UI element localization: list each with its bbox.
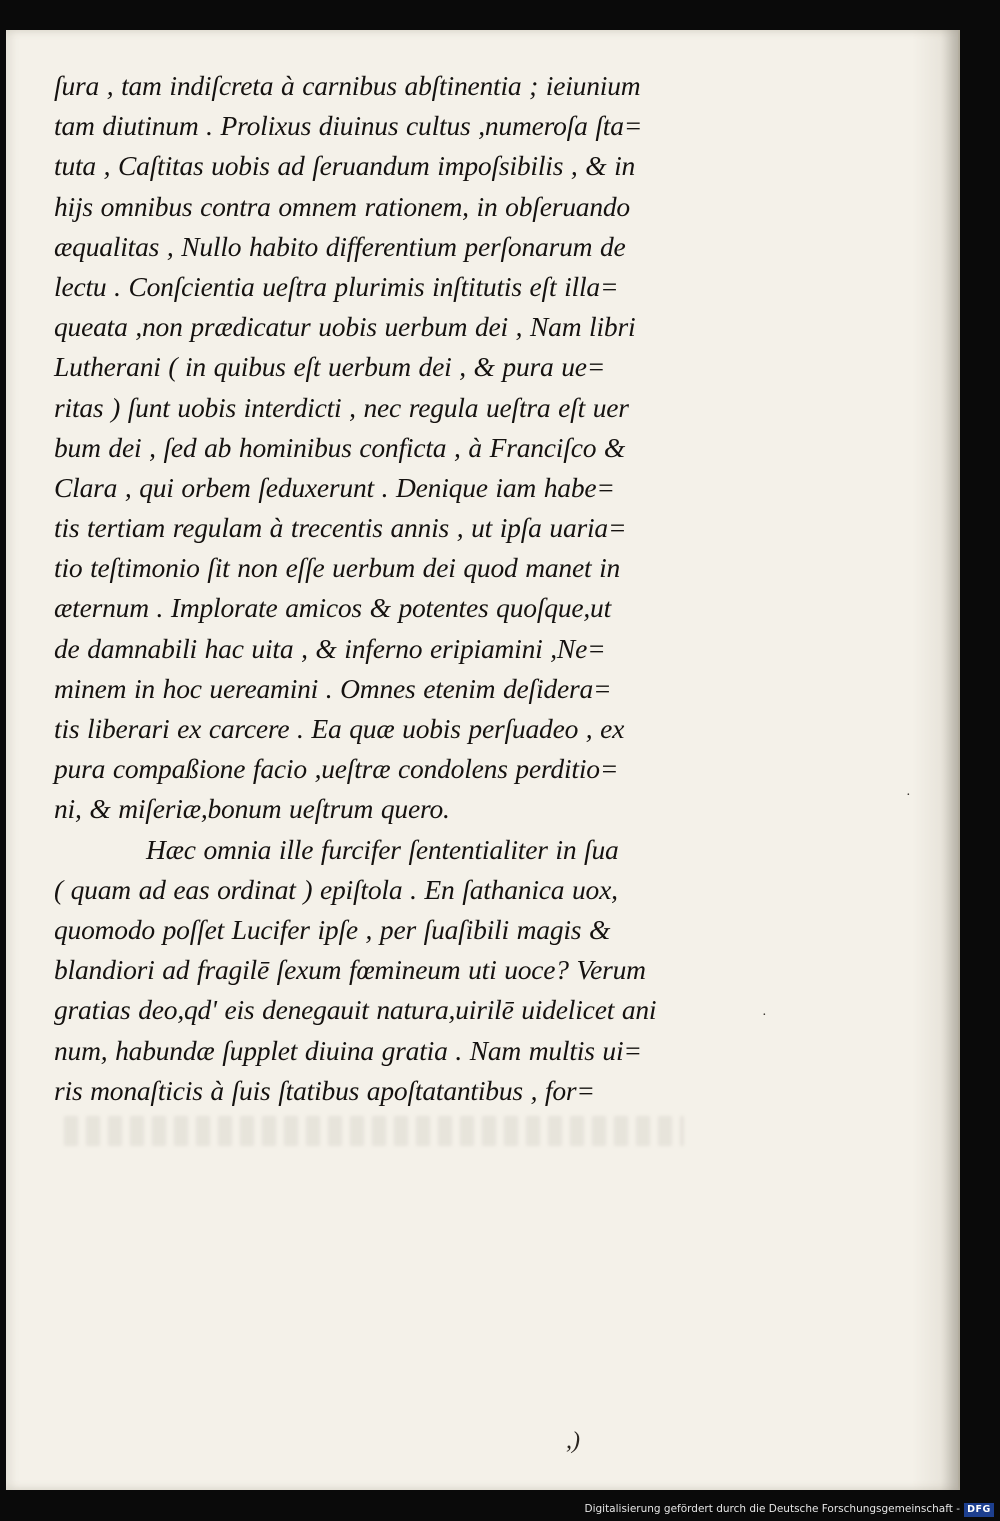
ink-speck: · — [762, 1008, 767, 1023]
dfg-logo: DFG — [964, 1503, 994, 1517]
text-line: ni, & miſeriæ,bonum ueſtrum quero. — [54, 793, 450, 825]
text-line: Clara , qui orbem ſeduxerunt . Denique iam habe= — [54, 471, 615, 503]
text-line: gratias deo,qd' eis denegauit natura,uirilē uidelicet ani — [54, 994, 657, 1026]
text-line: de damnabili hac uita , & inferno eripiamini ,Ne= — [54, 632, 606, 664]
text-line: num, habundæ ſupplet diuina gratia . Nam multis ui= — [54, 1034, 642, 1066]
page-mark: ,) — [566, 1428, 580, 1454]
text-line: tio teſtimonio ſit non eſſe uerbum dei quod manet in — [54, 552, 621, 584]
text-line: ritas ) ſunt uobis interdicti , nec regula ueſtra eſt uer — [54, 391, 629, 423]
text-line: æternum . Implorate amicos & potentes quoſque,ut — [54, 592, 612, 624]
text-line: quomodo poſſet Lucifer ipſe , per ſuaſibili magis & — [54, 913, 611, 945]
show-through-ink — [64, 1116, 684, 1146]
text-line: blandiori ad fragilē ſexum fœmineum uti uoce? Verum — [54, 954, 646, 986]
text-line: ſura , tam indiſcreta à carnibus abſtinentia ; ieiunium — [54, 70, 641, 101]
text-line: ( quam ad eas ordinat ) epiſtola . En ſathanica uox, — [54, 873, 618, 905]
text-line: lectu . Conſcientia ueſtra plurimis inſtitutis eſt illa= — [54, 270, 619, 302]
text-line: queata ,non prædicatur uobis uerbum dei , Nam libri — [54, 311, 636, 343]
ink-speck: · — [906, 788, 911, 803]
text-line: pura compaßione facio ,ueſtræ condolens perditio= — [54, 753, 619, 785]
text-line: minem in hoc uereamini . Omnes etenim deſidera= — [54, 672, 612, 704]
text-line: ris monaſticis à ſuis ſtatibus apoſtatantibus , for= — [54, 1074, 595, 1106]
text-line: bum dei , ſed ab hominibus conficta , à Franciſco & — [54, 431, 626, 463]
digitization-credit: Digitalisierung gefördert durch die Deutsche Forschungsgemeinschaft - — [584, 1503, 960, 1515]
text-line: tis liberari ex carcere . Ea quæ uobis perſuadeo , ex — [54, 713, 625, 744]
paragraph-2-first-line: Hæc omnia ille furcifer ſententialiter in ſua — [146, 833, 619, 865]
text-line: hijs omnibus contra omnem rationem, in obſeruando — [54, 190, 630, 222]
text-line: tuta , Caſtitas uobis ad ſeruandum impoſsibilis , & in — [54, 150, 636, 182]
page-gutter-shadow — [912, 30, 960, 1490]
text-line: tam diutinum . Prolixus diuinus cultus ,numeroſa ſta= — [54, 110, 643, 142]
text-line: Lutherani ( in quibus eſt uerbum dei , & pura ue= — [54, 351, 606, 383]
body-text — [54, 66, 704, 1111]
text-line: tis tertiam regulam à trecentis annis , ut ipſa uaria= — [54, 512, 627, 544]
text-line: æqualitas , Nullo habito differentium perſonarum de — [54, 230, 626, 262]
